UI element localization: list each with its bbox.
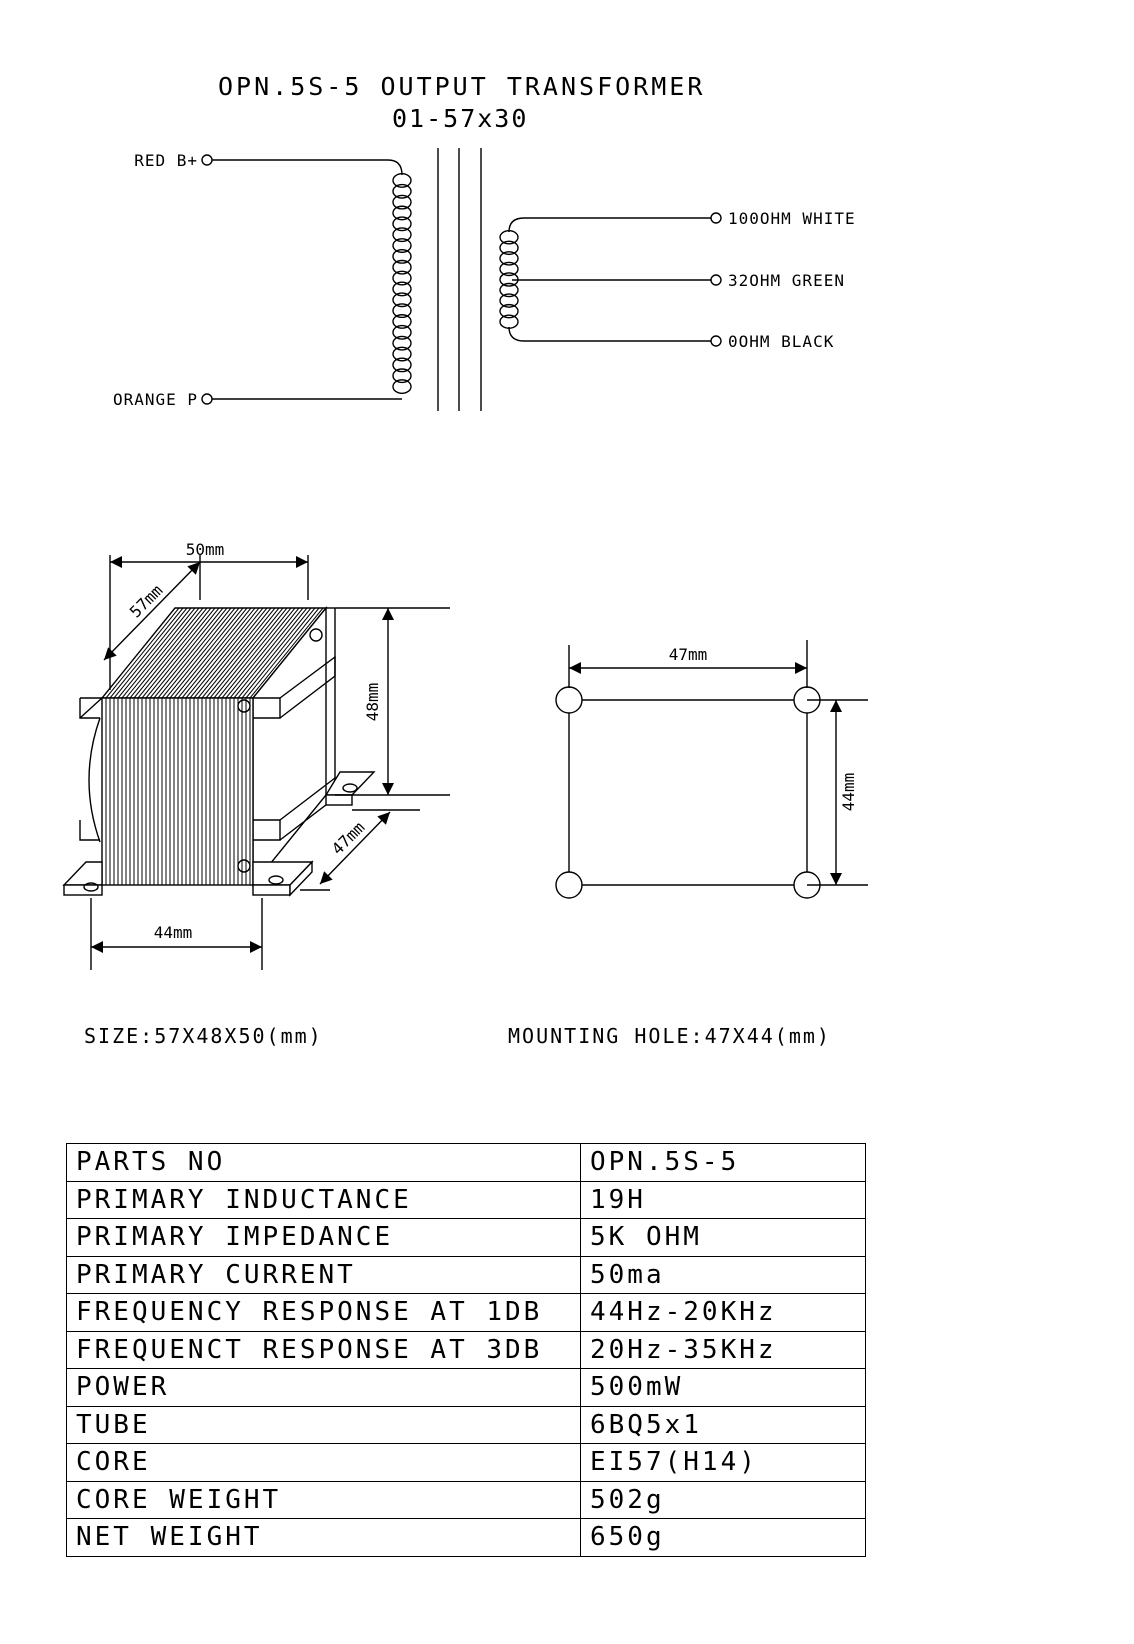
frame-clamp: [80, 698, 102, 718]
spec-param: FREQUENCT RESPONSE AT 3DB: [67, 1331, 581, 1369]
spec-param: TUBE: [67, 1406, 581, 1444]
spec-value: 44Hz-20KHz: [581, 1294, 866, 1332]
terminal-green: [711, 275, 721, 285]
spec-param: PARTS NO: [67, 1144, 581, 1182]
spec-row: [67, 1406, 866, 1444]
dim-base-width: 44mm: [153, 923, 193, 942]
dim-hole-x: 47mm: [668, 645, 708, 664]
spec-param: PRIMARY CURRENT: [67, 1256, 581, 1294]
label-red-bplus: RED B+: [134, 151, 198, 170]
schematic: [202, 148, 721, 411]
spec-param: CORE: [67, 1444, 581, 1482]
size-caption: SIZE:57X48X50(mm): [84, 1024, 323, 1048]
dim-hole-y: 44mm: [839, 772, 858, 812]
spec-row: [67, 1519, 866, 1557]
spec-row: [67, 1144, 866, 1182]
spec-param: CORE WEIGHT: [67, 1481, 581, 1519]
primary-coil: [393, 174, 411, 394]
terminal-black: [711, 336, 721, 346]
spec-value: OPN.5S-5: [581, 1144, 866, 1182]
spec-row: [67, 1481, 866, 1519]
spec-row: [67, 1219, 866, 1257]
label-tap-black: 0OHM BLACK: [728, 332, 835, 351]
spec-row: [67, 1369, 866, 1407]
mounting-hole: [556, 872, 582, 898]
drawing-subtitle: 01-57x30: [392, 104, 529, 133]
spec-value: 502g: [581, 1481, 866, 1519]
label-orange-p: ORANGE P: [112, 390, 198, 409]
dim-base-depth: 47mm: [327, 817, 369, 859]
specs-table: [66, 1143, 866, 1557]
drawing-title: OPN.5S-5 OUTPUT TRANSFORMER: [218, 72, 706, 101]
spec-row: [67, 1181, 866, 1219]
terminal-white: [711, 213, 721, 223]
spec-param: POWER: [67, 1369, 581, 1407]
dim-width: 50mm: [185, 540, 225, 559]
spec-value: 20Hz-35KHz: [581, 1331, 866, 1369]
label-tap-white: 100OHM WHITE: [728, 209, 856, 228]
spec-value: 19H: [581, 1181, 866, 1219]
spec-value: 500mW: [581, 1369, 866, 1407]
spec-value: 50ma: [581, 1256, 866, 1294]
spec-row: [67, 1256, 866, 1294]
dim-height: 48mm: [363, 682, 382, 722]
label-tap-green: 32OHM GREEN: [728, 271, 845, 290]
spec-value: 650g: [581, 1519, 866, 1557]
mounting-hole: [556, 687, 582, 713]
dim-depth: 57mm: [125, 580, 167, 622]
spec-param: NET WEIGHT: [67, 1519, 581, 1557]
terminal-red: [202, 155, 212, 165]
spec-value: EI57(H14): [581, 1444, 866, 1482]
bobbin-left: [89, 718, 100, 842]
spec-row: [67, 1444, 866, 1482]
mounting-foot-left: [64, 862, 102, 885]
mounting-hole-pattern: [556, 640, 868, 898]
spec-value: 5K OHM: [581, 1219, 866, 1257]
terminal-orange: [202, 394, 212, 404]
mounting-caption: MOUNTING HOLE:47X44(mm): [508, 1024, 831, 1048]
spec-row: [67, 1294, 866, 1332]
spec-param: PRIMARY INDUCTANCE: [67, 1181, 581, 1219]
transformer-isometric: [64, 555, 450, 970]
spec-row: [67, 1331, 866, 1369]
spec-value: 6BQ5x1: [581, 1406, 866, 1444]
spec-param: FREQUENCY RESPONSE AT 1DB: [67, 1294, 581, 1332]
spec-param: PRIMARY IMPEDANCE: [67, 1219, 581, 1257]
